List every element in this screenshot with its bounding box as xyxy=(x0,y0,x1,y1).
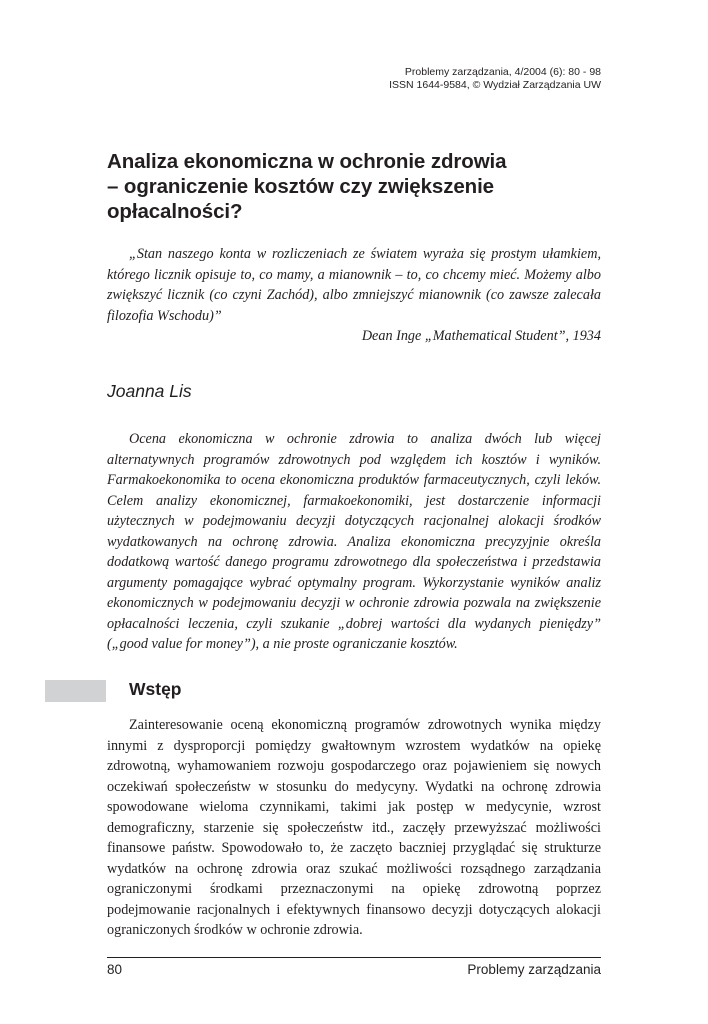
abstract: Ocena ekonomiczna w ochronie zdrowia to analiza dwóch lub więcej alternatywnych programów zdrowotnych pod względem ich kosztów i wyników. Farmakoekonomika to ocena ekonomiczna produktów farmaceutycznych, czyli leków. Celem analizy ekonomicznej, farmakoekonomiki, jest dostarczenie informacji użytecznych w podejmowaniu decyzji dotyczących racjonalnej alokacji środków wydatkowanych na ochronę zdrowia. Analiza ekonomiczna precyzyjnie określa dodatkową wartość danego programu zdrowotnego dla społeczeństwa i przedstawia argumenty pomagające wybrać optymalny program. Wykorzystanie wyników analiz ekonomicznych w podejmowaniu decyzji w ochronie zdrowia pozwala na zwiększenie opłacalności leczenia, czyli szukanie „dobrej wartości dla wydanych pieniędzy” („good value for money”), a nie proste ograniczanie kosztów. xyxy=(107,431,601,652)
article-title xyxy=(107,149,607,224)
page-number: 80 xyxy=(107,962,123,977)
epigraph xyxy=(107,244,601,347)
section-title: Wstęp xyxy=(129,679,182,699)
title-line-2: – ograniczenie kosztów czy zwiększenie xyxy=(107,175,494,198)
epigraph-source: Dean Inge „Mathematical Student”, 1934 xyxy=(361,328,601,344)
header-info xyxy=(389,66,601,92)
section-marker-bar xyxy=(45,680,106,702)
epigraph-quote: „Stan naszego konta w rozliczeniach ze światem wyraża się prostym ułamkiem, którego licznik opisuje to, co mamy, a mianownik – to, co chcemy mieć. Możemy albo zwiększyć licznik (co czyni Zachód), albo zmniejszyć mianownik (co zawsze zalecała filozofia Wschodu)” xyxy=(107,246,601,324)
footer-journal-name: Problemy zarządzania xyxy=(467,962,601,977)
author-name: Joanna Lis xyxy=(107,381,192,401)
footer-rule xyxy=(107,957,601,958)
issn-line: ISSN 1644-9584, © Wydział Zarządzania UW xyxy=(389,79,601,91)
title-line-1: Analiza ekonomiczna w ochronie zdrowia xyxy=(107,150,507,173)
citation-line: Problemy zarządzania, 4/2004 (6): 80 - 98 xyxy=(404,66,601,78)
title-line-3: opłacalności? xyxy=(107,200,243,223)
section-body: Zainteresowanie oceną ekonomiczną programów zdrowotnych wynika między innymi z dysproporcji pomiędzy gwałtownym wzrostem wydatków na opiekę zdrowotną, wyhamowaniem rozwoju gospodarczego oraz pojawieniem się nowych oczekiwań społeczeństw w stosunku do medycyny. Wydatki na ochronę zdrowia spowodowane wieloma czynnikami, takimi jak postęp w medycynie, wzrost demograficzny, starzenie się społeczeństw itd., zaczęły przewyższać możliwości finansowe państw. Spowodowało to, że zaczęto baczniej przyglądać się strukturze wydatków na ochronę zdrowia oraz szukać możliwości rozsądnego zarządzania ograniczonymi środkami przeznaczonymi na opiekę zdrowotną poprzez podejmowanie racjonalnych i efektywnych finansowo decyzji dotyczących alokacji ograniczonych środków w ochronie zdrowia. xyxy=(107,717,601,938)
